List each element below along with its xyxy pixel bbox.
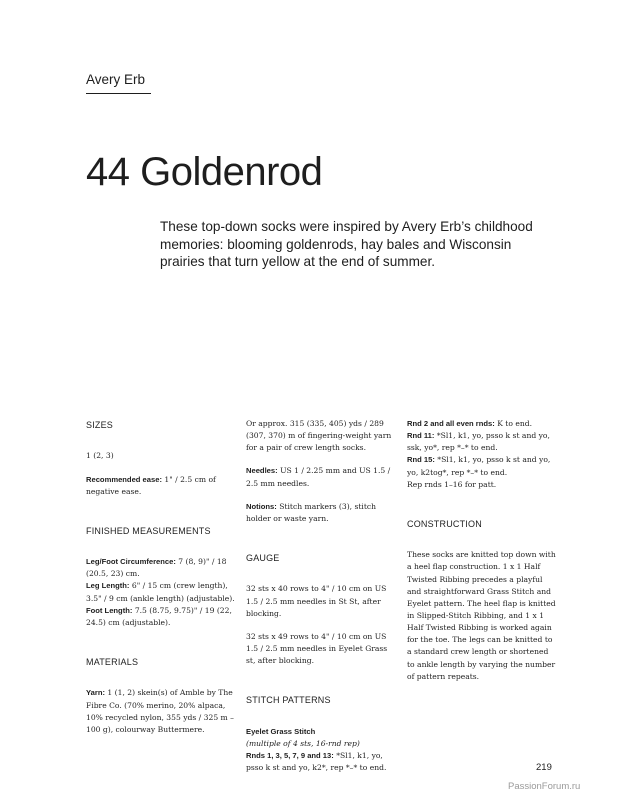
column-2 xyxy=(246,418,396,774)
column-1 xyxy=(86,418,236,736)
yarn-text: 1 (1, 2) skein(s) of Amble by The Fibre Co. (70% merino, 20% alpaca, 10% recycled nylon, 355 yds / 325 m – 100 g), colourway Buttermere. xyxy=(86,688,234,734)
watermark: PassionForum.ru xyxy=(508,781,581,792)
stitch-multiple: (multiple of 4 sts, 16-rnd rep) xyxy=(246,738,360,748)
finished-label: Foot Length: xyxy=(86,605,133,615)
alt-yarn: Or approx. 315 (335, 405) yds / 289 (307, 370) m of fingering-weight yarn for a pair of crew length socks. xyxy=(246,419,392,453)
needles-text: US 1 / 2.25 mm and US 1.5 / 2.5 mm needles. xyxy=(246,466,391,488)
round-label: Rnd 2 and all even rnds: xyxy=(407,419,495,428)
finished-text: 7.5 (8.75, 9.75)" / 19 (22, 24.5) cm (adjustable). xyxy=(86,605,232,627)
page-number: 219 xyxy=(536,762,552,773)
gauge-paragraph-1: 32 sts x 40 rows to 4" / 10 cm on US 1.5 / 2.5 mm needles in St St, after blocking. xyxy=(246,584,387,618)
ease-line xyxy=(86,474,236,498)
author-name: Avery Erb xyxy=(86,72,151,94)
sizes-values: 1 (2, 3) xyxy=(86,451,114,461)
finished-item-leg-length xyxy=(86,580,236,604)
finished-heading: FINISHED MEASUREMENTS xyxy=(86,525,211,536)
stitch-round-15 xyxy=(407,454,557,478)
notions-label: Notions: xyxy=(246,501,277,511)
finished-label: Leg Length: xyxy=(86,581,130,591)
yarn-label: Yarn: xyxy=(86,688,105,698)
stitch-round-11 xyxy=(407,430,557,454)
gauge-heading: GAUGE xyxy=(246,552,280,563)
stitch-repeat: Rep rnds 1–16 for patt. xyxy=(407,479,497,489)
ease-label: Recommended ease: xyxy=(86,474,162,484)
round-text: *Sl1, k1, yo, psso k st and yo, yo, k2tog*, rep *–* to end. xyxy=(407,455,551,477)
gauge-paragraph-2: 32 sts x 49 rows to 4" / 10 cm on US 1.5 / 2.5 mm needles in Eyelet Grass st, after blocking. xyxy=(246,631,388,666)
finished-text: 6" / 15 cm (crew length), 3.5" / 9 cm (ankle length) (adjustable). xyxy=(86,581,235,603)
yarn-line xyxy=(86,687,236,736)
construction-heading: CONSTRUCTION xyxy=(407,518,482,529)
pattern-title: 44 Goldenrod xyxy=(86,150,323,194)
column-3 xyxy=(407,418,557,683)
stitch-round-2 xyxy=(407,418,557,430)
needles-line xyxy=(246,465,396,489)
round-label: Rnd 11: xyxy=(407,431,435,441)
construction-text: These socks are knitted top down with a heel flap construction. 1 x 1 Half Twisted Ribbing precedes a playful and straightforward Grass Stitch and Eyelet pattern. The heel flap is knitted in Slipped-Stitch Ribbing, and 1 x 1 Half Twisted Ribbing is worked again for the toe. The legs can be knitted to a standard crew length or shortened to ankle length by varying the number of pattern repeats. xyxy=(407,550,556,681)
round-label: Rnds 1, 3, 5, 7, 9 and 13: xyxy=(246,750,334,760)
intro-paragraph: These top-down socks were inspired by Avery Erb’s childhood memories: blooming goldenrods, hay bales and Wisconsin prairies that turn yellow at the end of summer. xyxy=(160,219,533,270)
ease-text: 1" / 2.5 cm of negative ease. xyxy=(86,474,216,496)
needles-label: Needles: xyxy=(246,466,278,476)
stitch-heading: STITCH PATTERNS xyxy=(246,695,331,706)
round-text: *Sl1, k1, yo, psso k st and yo, k2*, rep *–* to end. xyxy=(246,750,387,773)
sizes-heading: SIZES xyxy=(86,420,114,430)
round-text: *Sl1, k1, yo, psso k st and yo, ssk, yo*, rep *–* to end. xyxy=(407,431,550,453)
finished-item-foot-length xyxy=(86,605,236,629)
finished-item-circumference xyxy=(86,556,236,580)
round-label: Rnd 15: xyxy=(407,455,435,465)
materials-heading: MATERIALS xyxy=(86,657,139,668)
notions-text: Stitch markers (3), stitch holder or waste yarn. xyxy=(246,501,377,523)
round-text: K to end. xyxy=(497,419,532,428)
finished-text: 7 (8, 9)" / 18 (20.5, 23) cm. xyxy=(86,557,227,579)
stitch-name: Eyelet Grass Stitch xyxy=(246,726,316,736)
finished-label: Leg/Foot Circumference: xyxy=(86,557,176,567)
stitch-round-1 xyxy=(246,750,396,774)
notions-line xyxy=(246,501,396,525)
